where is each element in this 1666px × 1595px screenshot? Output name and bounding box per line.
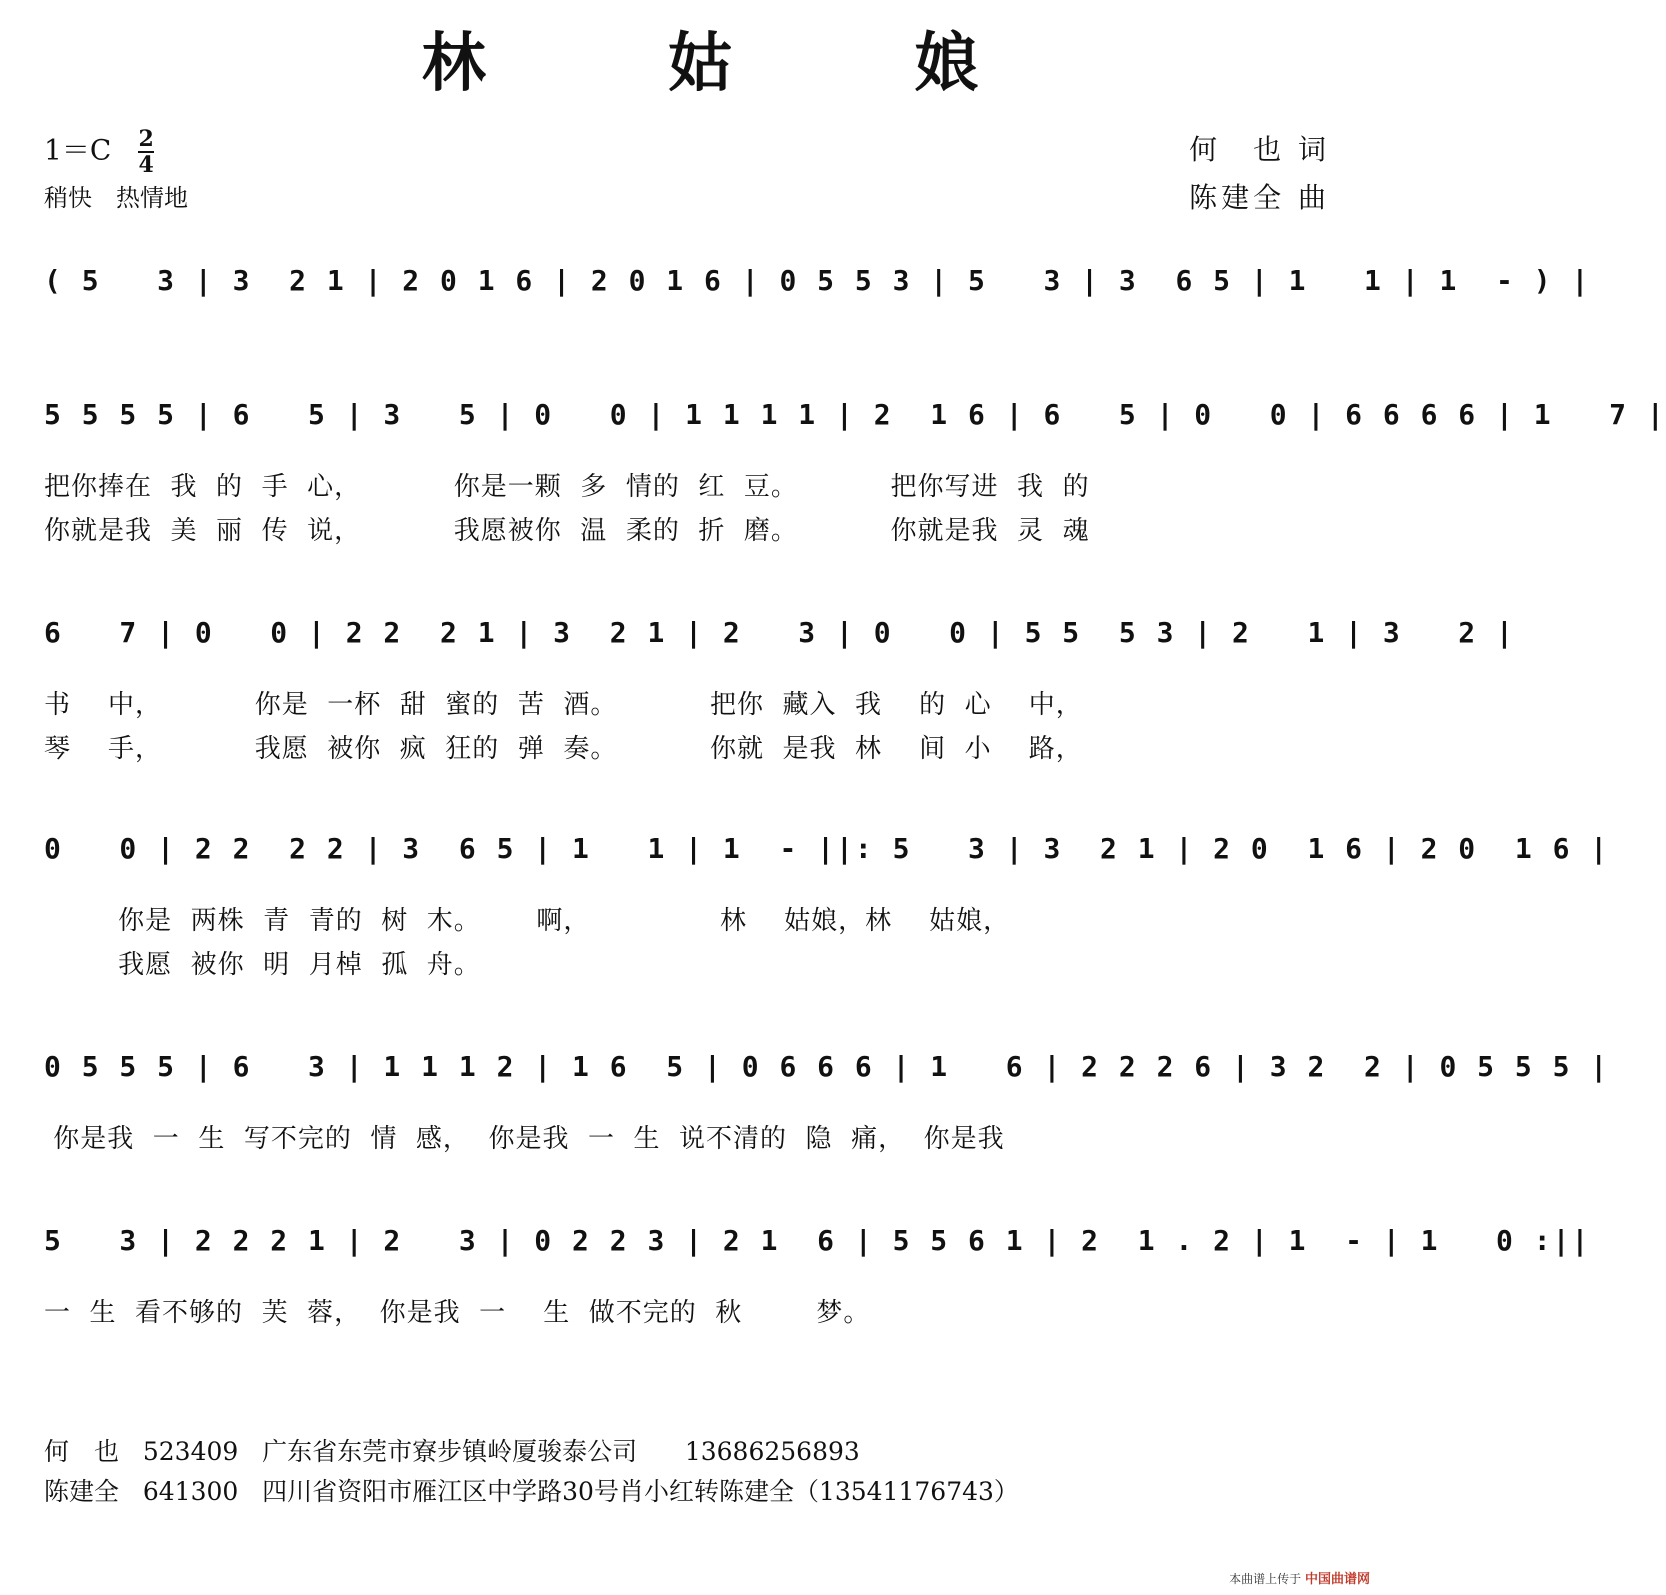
lyricist-credit: 何 也 词: [1189, 133, 1330, 166]
contact-phone: 13686256893: [684, 1437, 860, 1466]
notes: 6 7 | 0 0 | 2 2 2 1 | 3 2 1 | 2 3 | 0 0 | 5 5 5 3 | 2 1 | 3 2 |: [44, 616, 1515, 649]
contact-name: 何 也: [44, 1437, 120, 1466]
key-signature: [44, 128, 154, 176]
lyric-verse-2: 琴 手， 我愿 被你 疯 狂的 弹 奏。 你就 是我 林 间 小 路，: [44, 734, 1083, 764]
contact-postcode: 523409: [142, 1437, 239, 1466]
contact-footer: [44, 1432, 1019, 1512]
notes: ( 5 3 | 3 2 1 | 2 0 1 6 | 2 0 1 6 | 0 5 5 3 | 5 3 | 3 6 5 | 1 1 | 1 - ) |: [44, 264, 1591, 297]
lyric-verse-1: 你是我 一 生 写不完的 情 感， 你是我 一 生 说不清的 隐 痛， 你是我: [44, 1124, 1005, 1154]
notes: 0 0 | 2 2 2 2 | 3 6 5 | 1 1 | 1 - ||: 5 3 | 3 2 1 | 2 0 1 6 | 2 0 1 6 |: [44, 832, 1610, 865]
tempo-marking: 稍快 热情地: [44, 184, 188, 212]
lyric-verse-1: 把你捧在 我 的 手 心， 你是一颗 多 情的 红 豆。 把你写进 我 的: [44, 472, 1090, 502]
lyric-verse-1: 一 生 看不够的 芙 蓉， 你是我 一 生 做不完的 秋 梦。: [44, 1298, 871, 1328]
contact-name: 陈建全: [44, 1477, 120, 1506]
lyric-verse-2: 你就是我 美 丽 传 说， 我愿被你 温 柔的 折 磨。 你就是我 灵 魂: [44, 516, 1090, 546]
contact-row-lyricist: [44, 1432, 1019, 1472]
lyric-verse-1: 书 中， 你是 一杯 甜 蜜的 苦 酒。 把你 藏入 我 的 心 中，: [44, 690, 1083, 720]
time-signature: [138, 128, 154, 176]
watermark: [1229, 1568, 1370, 1587]
contact-row-composer: [44, 1472, 1019, 1512]
contact-postcode: 641300: [142, 1477, 239, 1506]
key-label: 1＝C: [44, 133, 112, 167]
lyric-verse-1: 你是 两株 青 青的 树 木。 啊， 林 姑娘，林 姑娘，: [44, 906, 1011, 936]
contact-address: 广东省东莞市寮步镇岭厦骏泰公司: [262, 1437, 638, 1466]
site-logo: 中国曲谱网: [1304, 1572, 1370, 1587]
composer-credit: 陈建全 曲: [1189, 181, 1330, 214]
time-signature-top: 2: [138, 126, 154, 152]
notes: 0 5 5 5 | 6 3 | 1 1 1 2 | 1 6 5 | 0 6 6 6 | 1 6 | 2 2 2 6 | 3 2 2 | 0 5 5 5 |: [44, 1050, 1610, 1083]
contact-address: 四川省资阳市雁江区中学路30号肖小红转陈建全（13541176743）: [262, 1477, 1019, 1506]
time-signature-bottom: 4: [138, 152, 154, 178]
notes: 5 3 | 2 2 2 1 | 2 3 | 0 2 2 3 | 2 1 6 | 5 5 6 1 | 2 1 . 2 | 1 - | 1 0 :||: [44, 1224, 1591, 1257]
lyric-verse-2: 我愿 被你 明 月棹 孤 舟。: [44, 950, 481, 980]
notes: 5 5 5 5 | 6 5 | 3 5 | 0 0 | 1 1 1 1 | 2 1 6 | 6 5 | 0 0 | 6 6 6 6 | 1 7 |: [44, 398, 1666, 431]
watermark-text: 本曲谱上传于: [1229, 1572, 1302, 1586]
song-title: 林 姑 娘: [421, 26, 1059, 101]
